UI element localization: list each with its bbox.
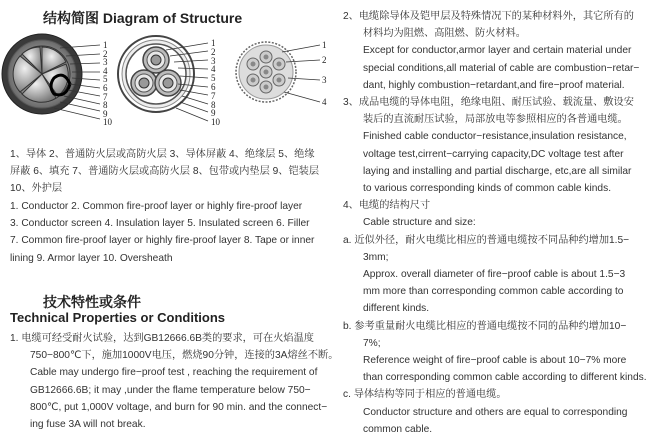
structure-title: 结构简图 Diagram of Structure xyxy=(43,10,243,26)
text-line: laying and installing and partial discharge, etc,are all similar xyxy=(363,165,632,177)
legend-line: 屏蔽 6、填充 7、普通防火层或高防火层 8、包带或内垫层 9、铠装层 xyxy=(10,166,320,178)
diagram1-label: 4 xyxy=(103,65,108,76)
text-line: 3mm; xyxy=(363,251,389,263)
text-line: voltage test,cirrent−carrying capacity,DC voltage test after xyxy=(363,148,624,160)
text-line: 2、电缆除导体及铠甲层及特殊情况下的某种材料外，其它所有的 xyxy=(343,11,634,22)
diagram2-labels xyxy=(211,38,220,126)
diagram2-label: 3 xyxy=(211,55,216,66)
text-line: 4、电缆的结构尺寸 xyxy=(343,200,431,212)
text-line: c. 导体结构等同于相应的普通电缆。 xyxy=(343,389,507,401)
text-line: a. 近似外径，耐火电缆比相应的普通电缆按不同品种约增加1.5− xyxy=(343,234,630,246)
legend-line: 10、外护层 xyxy=(10,183,63,195)
tech-title-en: Technical Properties or Conditions xyxy=(10,310,226,325)
text-line: 装后的直流耐压试验，局部放电等参照相应的各普通电缆。 xyxy=(363,114,628,126)
diagram1-label: 7 xyxy=(103,91,108,102)
text-line: mm more than corresponding common cable according to xyxy=(363,286,624,298)
diagram1-label: 2 xyxy=(103,48,108,59)
diagram1-labels xyxy=(103,40,112,126)
tech-line: Cable may undergo fire−proof test , reaching the requirement of xyxy=(30,367,318,379)
diagram3-label: 4 xyxy=(322,97,327,107)
text-line: Except for conductor,armor layer and certain material under xyxy=(363,45,632,57)
text-line: 3、成品电缆的导体电阻，绝缘电阻、耐压试验、载流量、敷设安 xyxy=(343,97,634,109)
legend-cn xyxy=(10,146,319,198)
text-line: Reference weight of fire−proof cable is about 10−7% more xyxy=(363,355,627,367)
legend-line: 1. Conductor 2. Common fire-proof layer or highly fire-proof layer xyxy=(10,201,303,212)
tech-line: 1. 电缆可经受耐火试验，达到GB12666.6B类的要求，可在火焰温度 xyxy=(10,333,314,344)
diagram1-label: 10 xyxy=(103,117,112,128)
diagram2-label: 7 xyxy=(211,90,216,101)
tech-line: 800℃, put 1,000V voltage, and burn for 90 min. and the connect− xyxy=(30,401,328,413)
text-line: Cable structure and size: xyxy=(363,217,476,229)
legend-line: 7. Common fire-proof layer or highly fire-proof layer 8. Tape or inner xyxy=(10,235,315,247)
legend-line: 3. Conductor screen 4. Insulation layer 5. Insulated screen 6. Filler xyxy=(10,218,310,230)
diagram3-label: 3 xyxy=(322,75,327,85)
legend-line: 1、导体 2、普通防火层或高防火层 3、导体屏蔽 4、绝缘层 5、绝缘 xyxy=(10,149,315,160)
diagram2-label: 4 xyxy=(211,64,216,75)
diagram2-label: 8 xyxy=(211,99,216,110)
diagram1-label: 9 xyxy=(103,108,108,119)
legend-line: lining 9. Armor layer 10. Oversheath xyxy=(10,252,173,264)
diagram2-label: 10 xyxy=(211,117,220,128)
text-line: special conditions,all material of cable are combustion−retar− xyxy=(363,62,640,74)
right-column xyxy=(343,8,647,438)
diagram1-label: 5 xyxy=(103,74,108,85)
text-line: 7%; xyxy=(363,337,381,349)
diagram2-label: 5 xyxy=(211,73,216,84)
diagram1-label: 8 xyxy=(103,100,108,111)
tech-line: 750−800℃下，施加1000V电压，燃烧90分钟，连接的3A熔丝不断。 xyxy=(30,350,339,362)
diagram2-label: 9 xyxy=(211,108,216,119)
tech-item-1 xyxy=(10,330,338,433)
diagram3-label: 1 xyxy=(322,40,327,50)
diagram2-label: 2 xyxy=(211,46,216,57)
diagram2-label: 1 xyxy=(211,38,216,48)
diagram3-label: 2 xyxy=(322,55,327,65)
text-line: to various corresponding kinds of common cable kinds. xyxy=(363,183,612,195)
text-line: 材料均为阻燃、高阻燃、防火材料。 xyxy=(363,28,526,40)
tech-line: ing fuse 3A will not break. xyxy=(30,419,146,431)
tech-title-cn: 技术特性或条件 xyxy=(43,294,141,310)
diagram2-label: 6 xyxy=(211,81,216,92)
diagram1-label: 3 xyxy=(103,57,108,68)
text-line: dant, highly combustion−retardant,and fire−proof material. xyxy=(363,79,625,91)
diagram1-label: 6 xyxy=(103,82,108,93)
tech-line: GB12666.6B; it may ,under the flame temperature below 750− xyxy=(30,384,311,396)
diagram1-label: 1 xyxy=(103,40,108,50)
text-line: than corresponding common cable according to different kinds. xyxy=(363,372,647,384)
text-line: Conductor structure and others are equal to corresponding xyxy=(363,406,628,418)
text-line: b. 参考重量耐火电缆比相应的普通电缆按不同的品种约增加10− xyxy=(343,320,627,332)
text-line: Finished cable conductor−resistance,insulation resistance, xyxy=(363,131,627,143)
text-line: different kinds. xyxy=(363,303,430,315)
text-line: common cable. xyxy=(363,423,433,435)
text-line: Approx. overall diameter of fire−proof cable is about 1.5−3 xyxy=(363,269,626,281)
legend-en xyxy=(10,198,314,267)
cable-diagram-3 xyxy=(230,38,330,113)
